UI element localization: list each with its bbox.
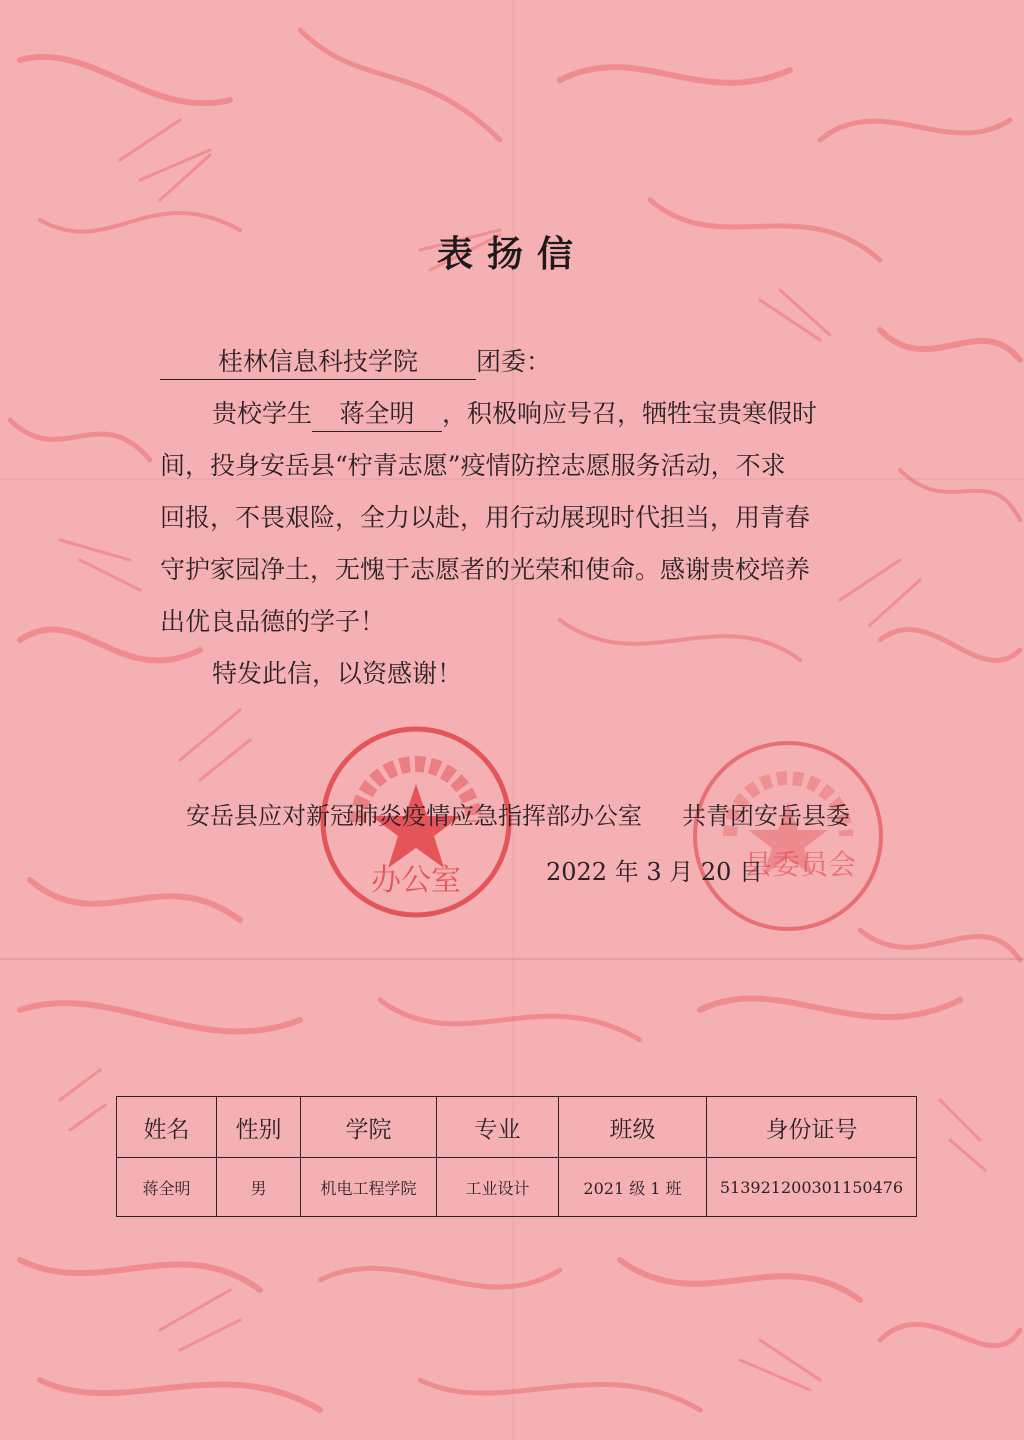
cell-name: 蒋全明 bbox=[117, 1158, 217, 1217]
header-name: 姓名 bbox=[117, 1097, 217, 1158]
header-class: 班级 bbox=[559, 1097, 707, 1158]
cell-class: 2021 级 1 班 bbox=[559, 1158, 707, 1217]
issuer-name: 安岳县应对新冠肺炎疫情应急指挥部办公室 bbox=[186, 802, 642, 830]
paragraph-prefix: 贵校学生 bbox=[212, 399, 313, 428]
header-id-number: 身份证号 bbox=[707, 1097, 917, 1158]
paragraph-line: 守护家园净土，无愧于志愿者的光荣和使命。感谢贵校培养 bbox=[160, 555, 811, 584]
recipient-name: 桂林信息科技学院 bbox=[160, 345, 476, 380]
header-gender: 性别 bbox=[217, 1097, 301, 1158]
seal-right-text: 县委员会 bbox=[743, 848, 857, 881]
paragraph-line: 间，投身安岳县“柠青志愿”疫情防控志愿服务活动，不求 bbox=[160, 451, 786, 480]
issuer-name: 共青团安岳县委 bbox=[682, 802, 850, 830]
paragraph-line: 回报，不畏艰险，全力以赴，用行动展现时代担当，用青春 bbox=[160, 503, 811, 532]
header-major: 专业 bbox=[437, 1097, 559, 1158]
table-header-row bbox=[117, 1097, 917, 1158]
letter-body bbox=[160, 336, 880, 700]
issue-date: 2022 年 3 月 20 日 bbox=[546, 858, 764, 886]
paragraph-line bbox=[160, 388, 880, 440]
document-title: 表扬信 bbox=[436, 233, 587, 275]
paragraph-text: ，积极响应号召，牺牲宝贵寒假时 bbox=[442, 399, 818, 428]
closing-line: 特发此信，以资感谢！ bbox=[212, 659, 463, 688]
cell-id-number: 513921200301150476 bbox=[707, 1158, 917, 1217]
fold-line-vertical bbox=[512, 0, 514, 1440]
salutation-suffix: 团委： bbox=[476, 347, 552, 376]
salutation-line bbox=[160, 336, 880, 388]
student-info-table bbox=[116, 1096, 917, 1217]
header-college: 学院 bbox=[301, 1097, 437, 1158]
cell-college: 机电工程学院 bbox=[301, 1158, 437, 1217]
official-seal-right bbox=[688, 736, 888, 936]
seal-left-text: 办公室 bbox=[371, 863, 461, 898]
cell-gender: 男 bbox=[217, 1158, 301, 1217]
issuer-line bbox=[186, 796, 850, 831]
cell-major: 工业设计 bbox=[437, 1158, 559, 1217]
paragraph-line: 出优良品德的学子！ bbox=[160, 607, 386, 636]
student-name-blank: 蒋全明 bbox=[312, 397, 442, 432]
table-row bbox=[117, 1158, 917, 1217]
